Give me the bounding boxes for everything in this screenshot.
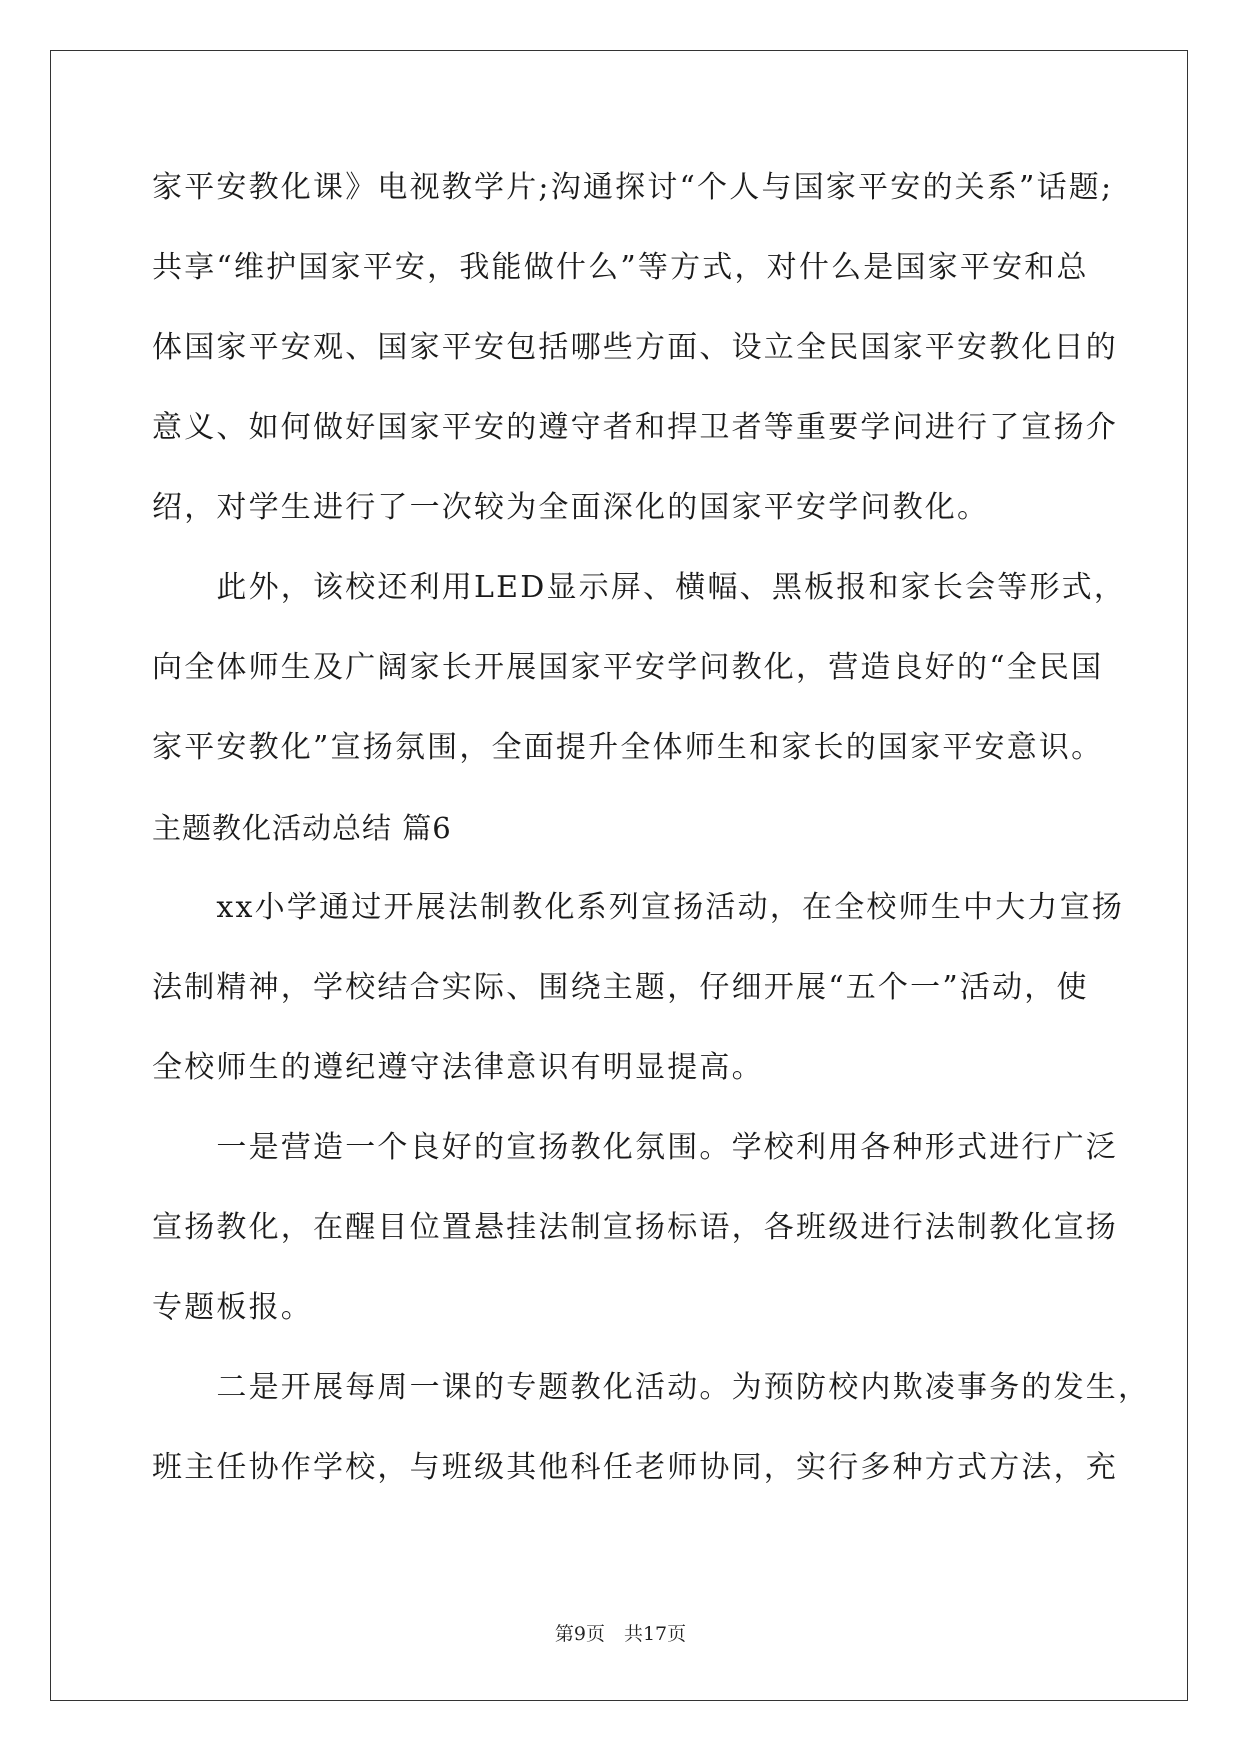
text-line: 家平安教化课》电视教学片;沟通探讨“个人与国家平安的关系”话题; — [152, 170, 1114, 205]
text-line: 此外，该校还利用LED显示屏、横幅、黑板报和家长会等形式， — [152, 570, 1127, 605]
text-line: 意义、如何做好国家平安的遵守者和捍卫者等重要学问进行了宣扬介 — [152, 410, 1118, 445]
text-line: 一是营造一个良好的宣扬教化氛围。学校利用各种形式进行广泛 — [152, 1130, 1118, 1165]
text-line: 法制精神，学校结合实际、围绕主题，仔细开展“五个一”活动，使 — [152, 970, 1089, 1005]
text-line: 二是开展每周一课的专题教化活动。为预防校内欺凌事务的发生， — [152, 1370, 1151, 1405]
document-body — [152, 148, 1151, 1508]
text-line: 宣扬教化，在醒目位置悬挂法制宣扬标语，各班级进行法制教化宣扬 — [152, 1210, 1118, 1245]
page-number-footer: 第9页 共17页 — [554, 1623, 687, 1645]
text-line: 共享“维护国家平安，我能做什么”等方式，对什么是国家平安和总 — [152, 250, 1089, 285]
text-line: 专题板报。 — [152, 1290, 313, 1325]
text-line: 绍，对学生进行了一次较为全面深化的国家平安学问教化。 — [152, 490, 990, 525]
text-line: 全校师生的遵纪遵守法律意识有明显提高。 — [152, 1050, 764, 1085]
text-line: 体国家平安观、国家平安包括哪些方面、设立全民国家平安教化日的 — [152, 330, 1118, 365]
text-line: xx小学通过开展法制教化系列宣扬活动，在全校师生中大力宣扬 — [152, 890, 1125, 925]
text-line: 班主任协作学校，与班级其他科任老师协同，实行多种方式方法，充 — [152, 1450, 1118, 1485]
text-line: 向全体师生及广阔家长开展国家平安学问教化，营造良好的“全民国 — [152, 650, 1104, 685]
text-line: 家平安教化”宣扬氛围，全面提升全体师生和家长的国家平安意识。 — [152, 730, 1104, 765]
section-heading: 主题教化活动总结 篇6 — [152, 811, 452, 845]
